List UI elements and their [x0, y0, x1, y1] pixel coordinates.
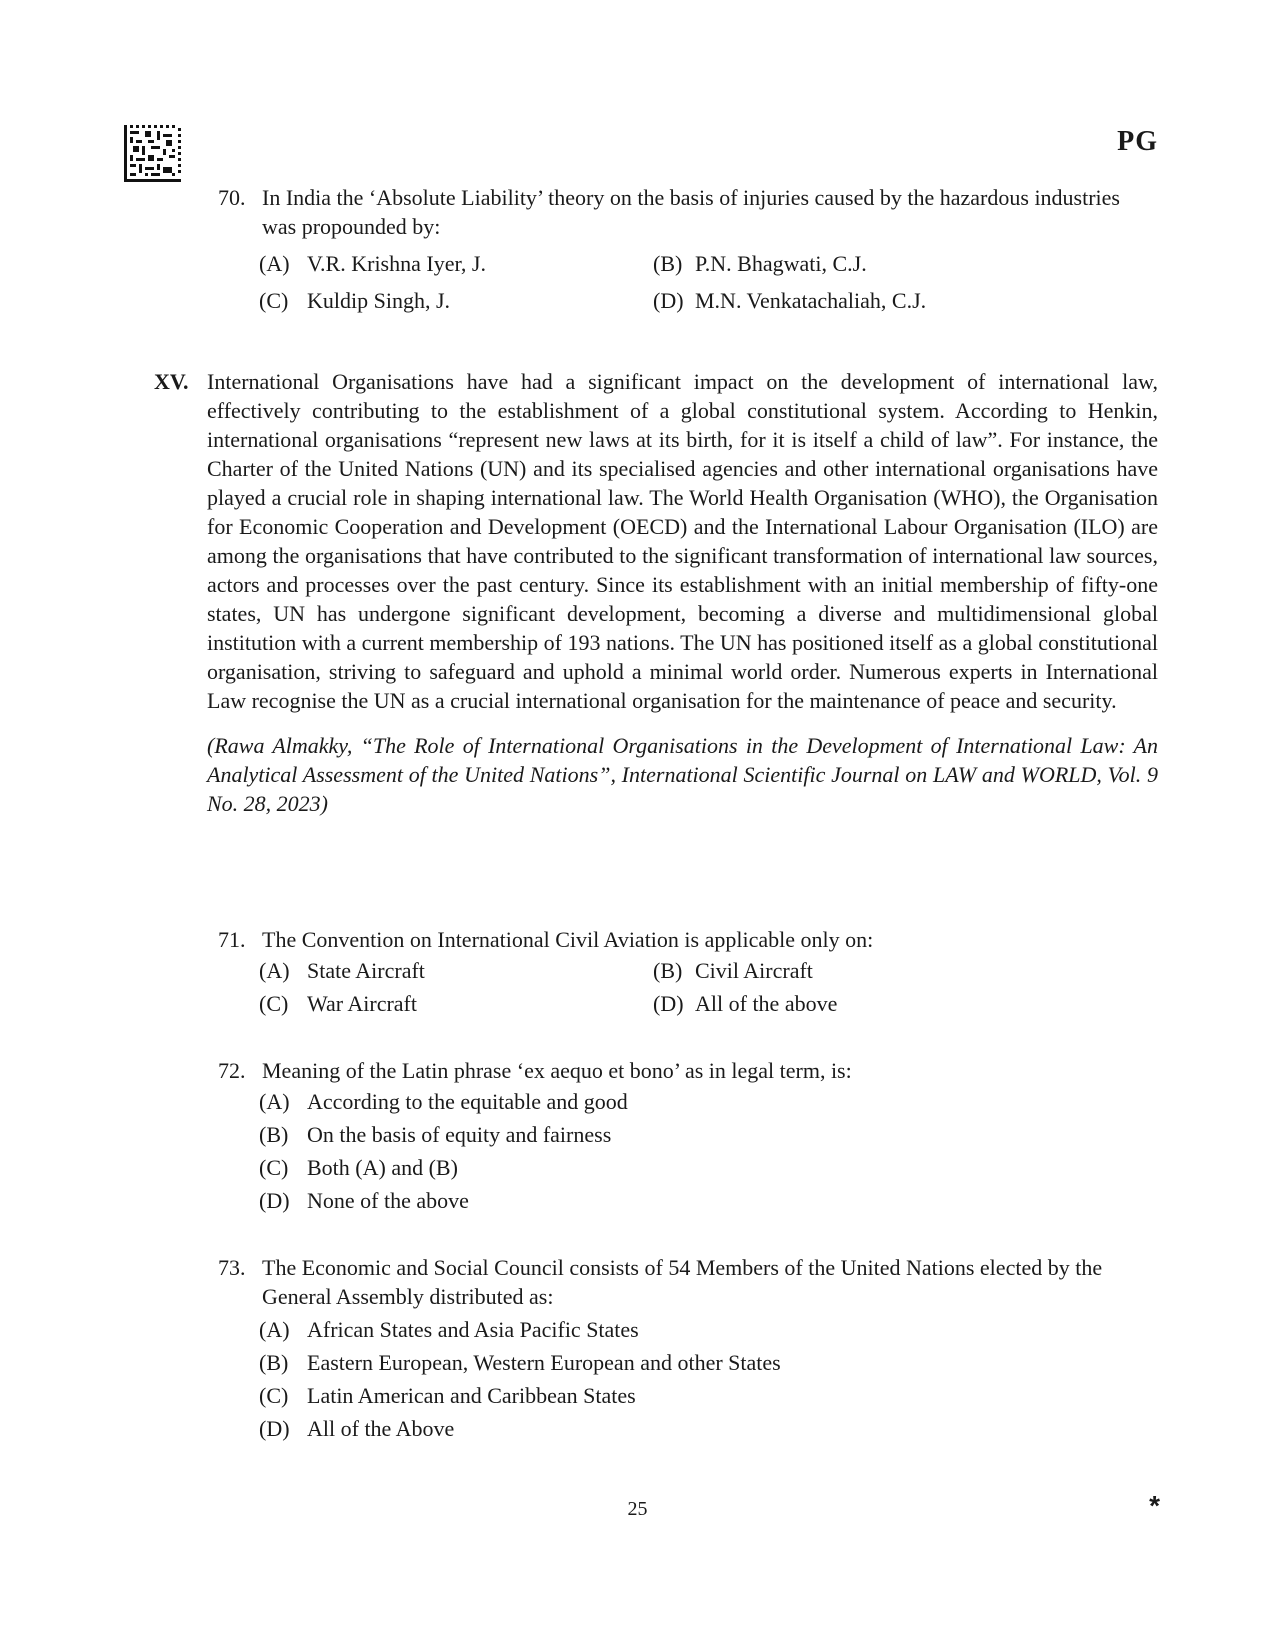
- question-73: [218, 1253, 1158, 1445]
- question-number: 72.: [218, 1058, 246, 1083]
- option-a: (A) African States and Asia Pacific States: [259, 1317, 639, 1342]
- page-number: 25: [627, 1498, 648, 1520]
- question-text: In India the ‘Absolute Liability’ theory on the basis of injuries caused by the hazardous industries was propounded by:: [262, 185, 1120, 239]
- options-grid: [259, 247, 1158, 317]
- option-c: (C) War Aircraft: [259, 991, 417, 1016]
- option-b: (B) Eastern European, Western European and other States: [259, 1350, 781, 1375]
- passage-number: XV.: [154, 369, 189, 394]
- qr-code-icon: [124, 125, 181, 182]
- question-72: [218, 1056, 1158, 1217]
- question-number: 70.: [218, 185, 246, 210]
- option-d: (D) All of the above: [653, 991, 838, 1016]
- option-b: (B) On the basis of equity and fairness: [259, 1122, 612, 1147]
- option-d: (D) M.N. Venkatachaliah, C.J.: [653, 288, 927, 313]
- option-a: (A) State Aircraft: [259, 958, 425, 983]
- option-c: (C) Latin American and Caribbean States: [259, 1383, 636, 1408]
- options-list: [259, 1313, 1158, 1445]
- passage-body: International Organisations have had a significant impact on the development of international law, effectively contributing to the establishment of a global constitutional system. According to Henkin, international organisations “represent new laws at its birth, for it is itself a child of law”. For instance, the Charter of the United Nations (UN) and its specialised agencies and other international organisations have played a crucial role in shaping international law. The World Health Organisation (WHO), the Organisation for Economic Cooperation and Development (OECD) and the International Labour Organisation (ILO) are among the organisations that have contributed to the significant transformation of international law sources, actors and processes over the past century. Since its establishment with an initial membership of fifty-one states, UN has undergone significant development, becoming a diverse and multidimensional global institution with a current membership of 193 nations. The UN has positioned itself as a global constitutional organisation, striving to safeguard and uphold a minimal world order. Numerous experts in International Law recognise the UN as a crucial international organisation for the maintenance of peace and security.: [207, 369, 1158, 713]
- question-70: [218, 183, 1158, 317]
- option-c: (C) Kuldip Singh, J.: [259, 288, 451, 313]
- options-grid: [259, 954, 1158, 1020]
- question-text: The Economic and Social Council consists of 54 Members of the United Nations elected by the General Assembly distributed as:: [262, 1255, 1103, 1309]
- options-list: [259, 1085, 1158, 1217]
- option-c: (C) Both (A) and (B): [259, 1155, 458, 1180]
- option-b: (B) P.N. Bhagwati, C.J.: [653, 251, 867, 276]
- option-d: (D) All of the Above: [259, 1416, 455, 1441]
- paper-code: PG: [1117, 126, 1158, 157]
- question-number: 73.: [218, 1255, 246, 1280]
- option-b: (B) Civil Aircraft: [653, 958, 813, 983]
- passage-citation: (Rawa Almakky, “The Role of International Organisations in the Development of International Law: An Analytical Assessment of the United Nations”, International Scientific Journal on LAW and WORLD, Vol. 9 No. 28, 2023): [207, 733, 1158, 816]
- option-a: (A) According to the equitable and good: [259, 1089, 628, 1114]
- option-d: (D) None of the above: [259, 1188, 469, 1213]
- option-a: (A) V.R. Krishna Iyer, J.: [259, 251, 486, 276]
- question-text: Meaning of the Latin phrase ‘ex aequo et bono’ as in legal term, is:: [262, 1058, 852, 1083]
- star-mark: *: [1149, 1490, 1160, 1521]
- question-number: 71.: [218, 927, 246, 952]
- question-text: The Convention on International Civil Aviation is applicable only on:: [262, 927, 874, 952]
- question-71: [218, 925, 1158, 1020]
- passage-xv: [154, 367, 1158, 818]
